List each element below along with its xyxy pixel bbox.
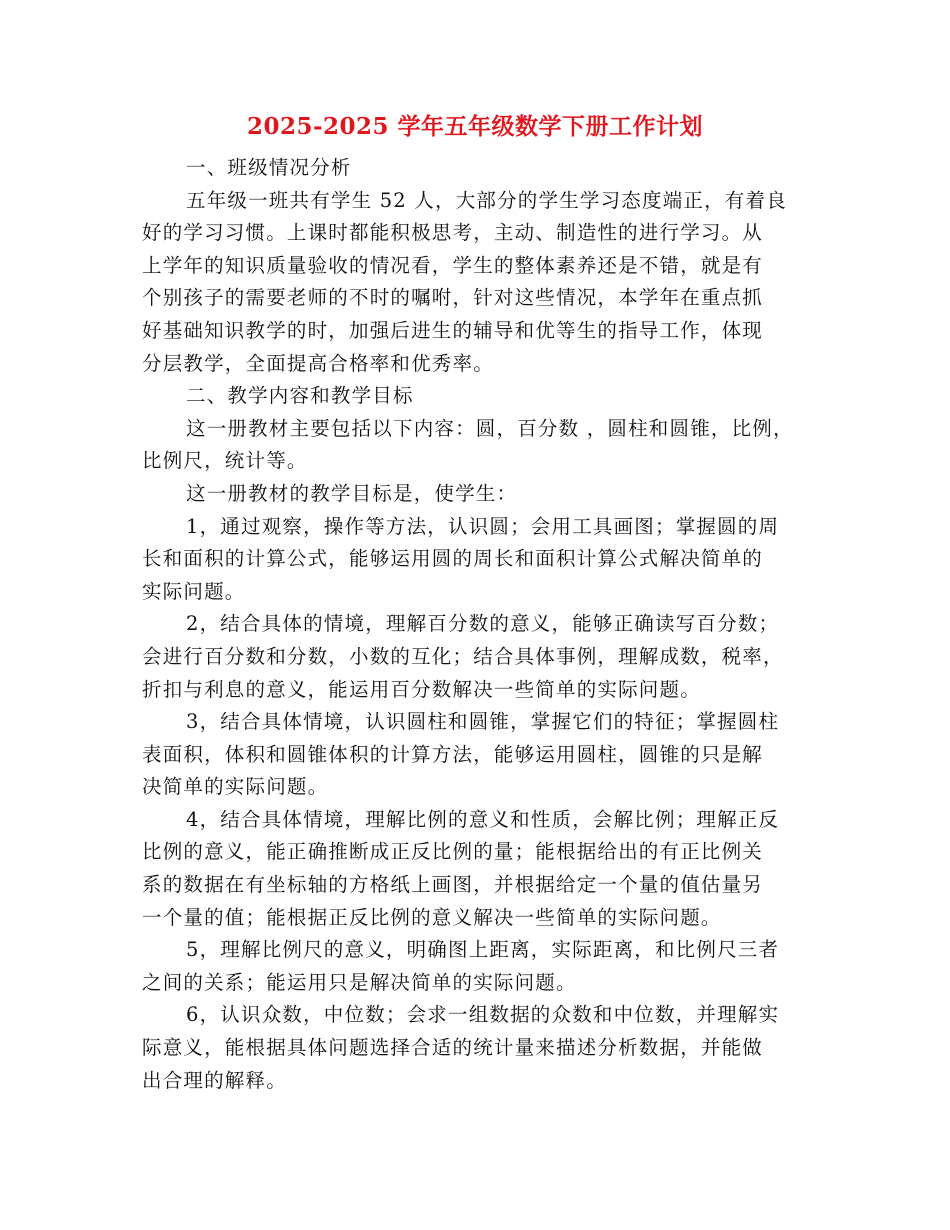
text-line: 6，认识众数，中位数；会求一组数据的众数和中位数，并理解实 (186, 1003, 780, 1027)
text-line: 一、班级情况分析 (186, 156, 352, 179)
text-line: 二、教学内容和教学目标 (186, 384, 414, 408)
text-line: 这一册教材主要包括以下内容：圆，百分数 ，圆柱和圆锥，比例， (186, 416, 794, 440)
text-line: 比例的意义，能正确推断成正反比例的量；能根据给出的有正比例关 (142, 840, 764, 864)
text-line: 系的数据在有坐标轴的方格纸上画图，并根据给定一个量的值估量另 (142, 873, 764, 897)
text-line: 上学年的知识质量验收的情况看，学生的整体素养还是不错，就是有 (142, 253, 764, 277)
text-line: 出合理的解释。 (142, 1068, 287, 1092)
text-line: 决简单的实际问题。 (142, 775, 329, 799)
text-line: 4，结合具体情境，理解比例的意义和性质，会解比例；理解正反 (186, 807, 780, 831)
text-line: 分层教学，全面提高合格率和优秀率。 (142, 351, 494, 375)
text-line: 会进行百分数和分数，小数的互化；结合具体事例，理解成数，税率， (142, 644, 784, 668)
text-line: 实际问题。 (142, 579, 246, 603)
text-line: 好的学习习惯。上课时都能积极思考，主动、制造性的进行学习。从 (142, 221, 764, 245)
text-line: 5，理解比例尺的意义，明确图上距离，实际距离，和比例尺三者 (186, 938, 780, 962)
text-line: 3，结合具体情境，认识圆柱和圆锥，掌握它们的特征；掌握圆柱 (186, 710, 780, 734)
text-line: 好基础知识教学的时，加强后进生的辅导和优等生的指导工作，体现 (142, 318, 764, 342)
text-line: 这一册教材的教学目标是，使学生： (186, 481, 518, 505)
document-body (142, 152, 810, 1097)
text-line: 1，通过观察，操作等方法，认识圆；会用工具画图；掌握圆的周 (186, 514, 780, 538)
text-line: 长和面积的计算公式，能够运用圆的周长和面积计算公式解决简单的 (142, 547, 764, 571)
text-line: 比例尺，统计等。 (142, 449, 308, 473)
text-line: 一个量的值；能根据正反比例的意义解决一些简单的实际问题。 (142, 905, 722, 929)
text-line: 个别孩子的需要老师的不时的嘱咐，针对这些情况，本学年在重点抓 (142, 286, 764, 310)
text-line: 折扣与利息的意义，能运用百分数解决一些简单的实际问题。 (142, 677, 701, 701)
text-line: 五年级一班共有学生 52 人，大部分的学生学习态度端正，有着良 (186, 188, 787, 212)
document-title: 2025-2025 学年五年级数学下册工作计划 (246, 113, 704, 140)
text-line: 际意义，能根据具体问题选择合适的统计量来描述分析数据，并能做 (142, 1036, 764, 1060)
text-line: 表面积，体积和圆锥体积的计算方法，能够运用圆柱，圆锥的只是解 (142, 742, 764, 766)
text-line: 之间的关系；能运用只是解决简单的实际问题。 (142, 970, 577, 994)
text-line: 2，结合具体的情境，理解百分数的意义，能够正确读写百分数； (186, 612, 780, 636)
